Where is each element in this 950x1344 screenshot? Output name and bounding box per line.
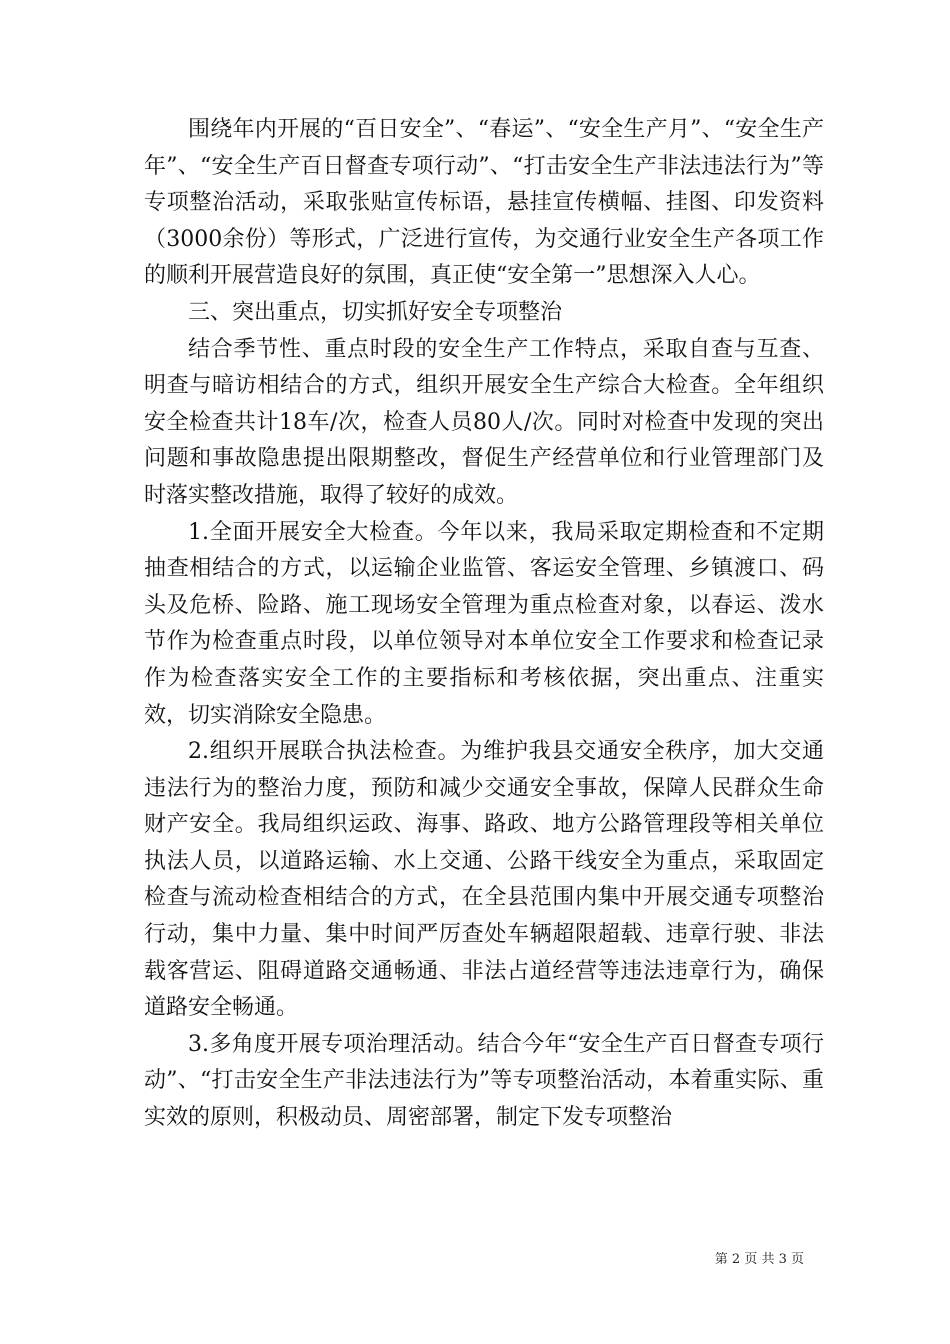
paragraph-item-1: 1.全面开展安全大检查。今年以来，我局采取定期检查和不定期抽查相结合的方式，以运输企业监管、客运安全管理、乡镇渡口、码头及危桥、险路、施工现场安全管理为重点检查对象，以春运、泼水节作为检查重点时段，以单位领导对本单位安全工作要求和检查记录作为检查落实安全工作的主要指标和考核依据，突出重点、注重实效，切实消除安全隐患。: [144, 519, 824, 728]
section-heading-3: 三、突出重点，切实抓好安全专项整治: [188, 299, 563, 325]
paragraph-publicity: 围绕年内开展的“百日安全”、“春运”、“安全生产月”、“安全生产年”、“安全生产百日督查专项行动”、“打击安全生产非法违法行为”等专项整治活动，采取张贴宣传标语，悬挂宣传横幅、挂图、印发资料（3000余份）等形式，广泛进行宣传，为交通行业安全生产各项工作的顺利开展营造良好的氛围，真正使“安全第一”思想深入人心。: [144, 117, 824, 289]
paragraph-item-2: 2.组织开展联合执法检查。为维护我县交通安全秩序，加大交通违法行为的整治力度，预防和减少交通安全事故，保障人民群众生命财产安全。我局组织运政、海事、路政、地方公路管理段等相关单位执法人员，以道路运输、水上交通、公路干线安全为重点，采取固定检查与流动检查相结合的方式，在全县范围内集中开展交通专项整治行动，集中力量、集中时间严厉查处车辆超限超载、违章行驶、非法载客营运、阻碍道路交通畅通、非法占道经营等违法违章行为，确保道路安全畅通。: [144, 739, 824, 1021]
page-number-footer: 第 2 页 共 3 页: [714, 1252, 804, 1267]
document-body: [144, 112, 824, 1137]
paragraph-item-3: 3.多角度开展专项治理活动。结合今年“安全生产百日督查专项行动”、“打击安全生产非法违法行为”等专项整治活动，本着重实际、重实效的原则，积极动员、周密部署，制定下发专项整治: [144, 1031, 824, 1131]
paragraph-inspection-overview: 结合季节性、重点时段的安全生产工作特点，采取自查与互查、明查与暗访相结合的方式，组织开展安全生产综合大检查。全年组织安全检查共计18车/次，检查人员80人/次。同时对检查中发现的突出问题和事故隐患提出限期整改，督促生产经营单位和行业管理部门及时落实整改措施，取得了较好的成效。: [144, 336, 824, 508]
